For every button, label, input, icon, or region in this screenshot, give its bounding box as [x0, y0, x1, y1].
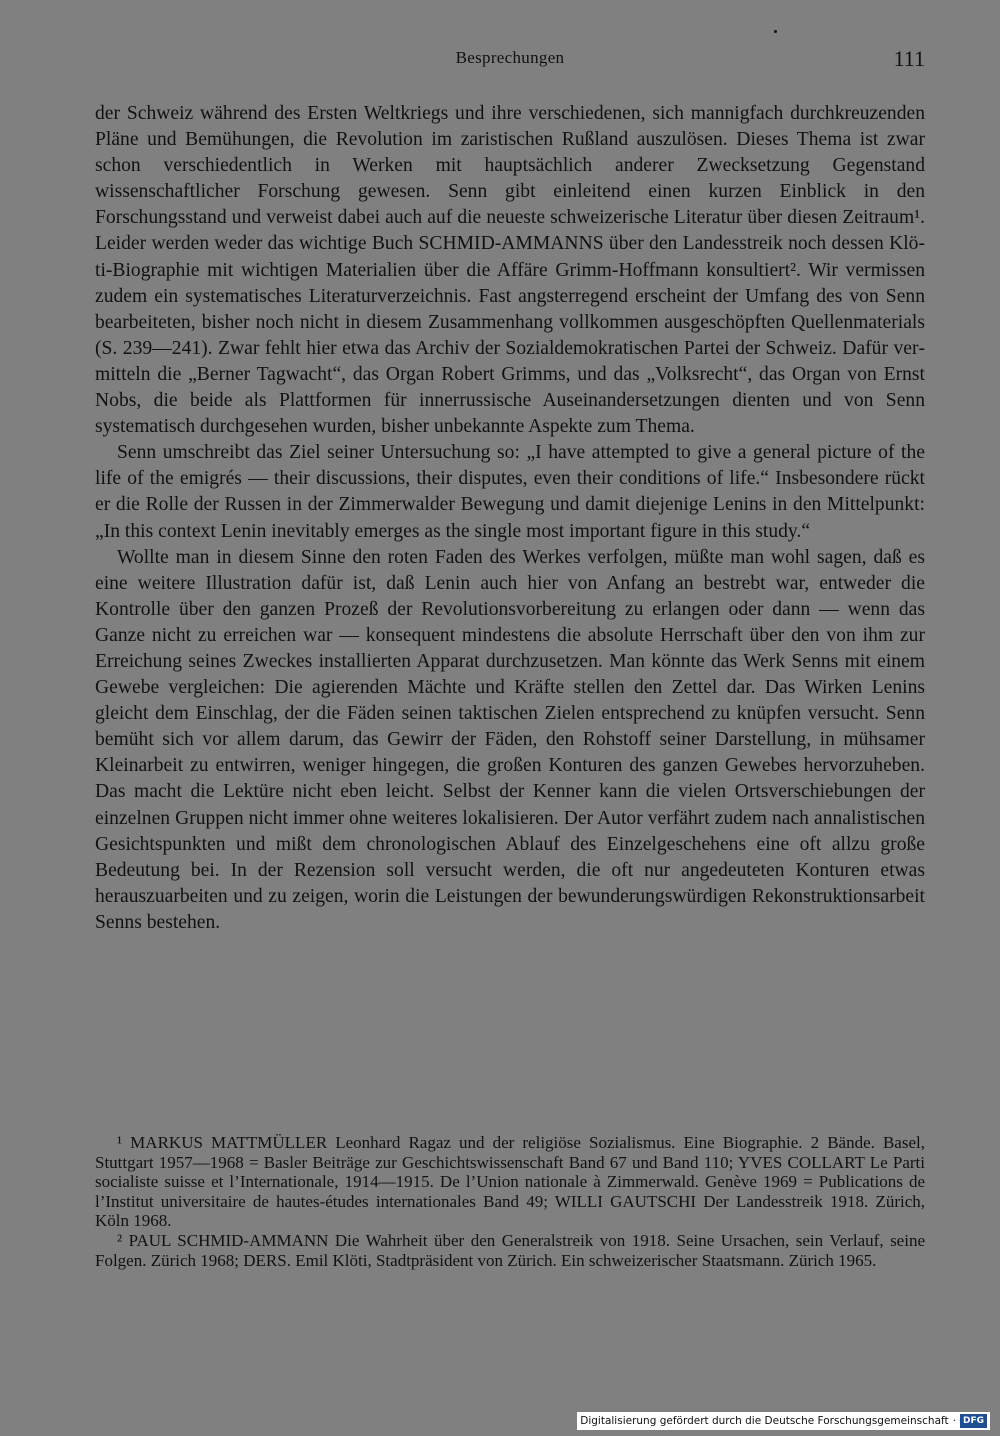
page-number: 111 — [893, 46, 925, 71]
credit-text: Digitalisierung gefördert durch die Deutsche Forschungsgemeinschaft — [580, 1415, 949, 1427]
credit-separator: · — [952, 1415, 956, 1427]
footnote-2: ² PAUL SCHMID-AMMANN Die Wahrheit über den Generalstreik von 1918. Seine Ursachen, sein Verlauf, seine Folgen. Zürich 1968; DERS. Emil Klöti, Stadtpräsident von Zürich. Ein schweizerischer Staatsmann. Zürich 1965. — [95, 1230, 925, 1270]
page-header — [95, 46, 925, 76]
paragraph-2: Senn umschreibt das Ziel seiner Untersuchung so: „I have attempted to give a general picture of the life of the emigrés — their discussions, their disputes, even their conditions of life.“ Insbesondere rückt er die Rolle der Russen in der Zimmerwalder Bewegung und damit diejenige Lenins in den Mittelpunkt: „In this context Lenin inevitably emerges as the single most important figure in this study.“ — [95, 442, 925, 542]
main-text — [95, 101, 925, 936]
digitization-credit — [577, 1412, 990, 1430]
paragraph-3: Wollte man in diesem Sinne den roten Faden des Werkes verfolgen, müßte man wohl sagen, daß es eine weitere Illustration dafür ist, daß Lenin auch hier von Anfang an bestrebt war, entweder die Kontrolle über den ganzen Prozeß der Revolutionsvorbereitung zu erlangen oder dann — wenn das Ganze nicht zu erreichen war — konsequent mindestens die absolute Herrschaft über den von ihm zur Erreichung seines Zweckes installierten Apparat durchzusetzen. Man könnte das Werk Senns mit einem Gewebe vergleichen: Die agierenden Mächte und Kräfte stellen den Zettel dar. Das Wirken Lenins gleicht dem Einschlag, der die Fäden seinen taktischen Zielen entsprechend zu knüpfen versucht. Senn bemüht sich vor allem darum, das Gewirr der Fäden, den Rohstoff seiner Darstellung, in mühsamer Kleinarbeit zu entwirren, weniger hingegen, die großen Konturen des ganzen Gewebes hervorzuheben. Das macht die Lektüre nicht eben leicht. Selbst der Kenner kann die vielen Ortsverschiebungen der einzelnen Gruppen nicht immer ohne weiteres lokalisieren. Der Autor verfährt zudem nach annalistischen Gesichtspunkten und mißt dem chronologischen Ablauf des Einzelgeschehens eine oft allzu große Bedeutung bei. In der Rezension soll versucht werden, die oft nur angedeuteten Konturen etwas herauszuarbeiten und zu zeigen, worin die Leistungen der bewunderungswürdigen Rekonstruktionsarbeit Senns bestehen. — [95, 546, 925, 933]
running-head: Besprechungen — [455, 48, 565, 67]
footnotes — [95, 1133, 925, 1270]
print-speck — [774, 30, 777, 33]
paragraph-1: der Schweiz während des Ersten Weltkriegs und ihre verschiedenen, sich mannigfach durchkreuzenden Pläne und Bemühungen, die Revolution im zaristischen Rußland auszulösen. Dieses Thema ist zwar schon verschiedentlich in Werken mit hauptsächlich anderer Zwecksetzung Gegenstand wissenschaftlicher Forschung gewesen. Senn gibt einleitend einen kurzen Einblick in den Forschungsstand und verweist dabei auch auf die neueste schweizerische Literatur über diesen Zeitraum¹. Leider werden weder das wichtige Buch SCHMID-AMMANNS über den Landesstreik noch dessen Klöti-Biographie mit wichtigen Materialien über die Affäre Grimm-Hoffmann konsultiert². Wir vermissen zudem ein systematisches Literaturverzeichnis. Fast angsterregend erscheint der Umfang des von Senn bearbeiteten, bisher noch nicht in diesem Zusammenhang vollkommen ausgeschöpften Quellenmaterials (S. 239—241). Zwar fehlt hier etwa das Archiv der Sozialdemokratischen Partei der Schweiz. Dafür vermitteln die „Berner Tagwacht“, das Organ Robert Grimms, und das „Volksrecht“, das Organ von Ernst Nobs, die beide als Plattformen für innerrussische Auseinandersetzungen dienten und von Senn systematisch durchgesehen wurden, bisher unbekannte Aspekte zum Thema. — [95, 103, 925, 438]
dfg-logo-icon: DFG — [960, 1414, 987, 1428]
footnote-1: ¹ MARKUS MATTMÜLLER Leonhard Ragaz und der religiöse Sozialismus. Eine Biographie. 2 Bände. Basel, Stuttgart 1957—1968 = Basler Beiträge zur Geschichtswissenschaft Band 67 und Band 110; YVES COLLART Le Parti socialiste suisse et l’Internationale, 1914—1915. De l’Union nationale à Zimmerwald. Genève 1969 = Publications de l’Institut universitaire de hautes-études internationales Band 49; WILLI GAUTSCHI Der Landesstreik 1918. Zürich, Köln 1968. — [95, 1133, 925, 1231]
